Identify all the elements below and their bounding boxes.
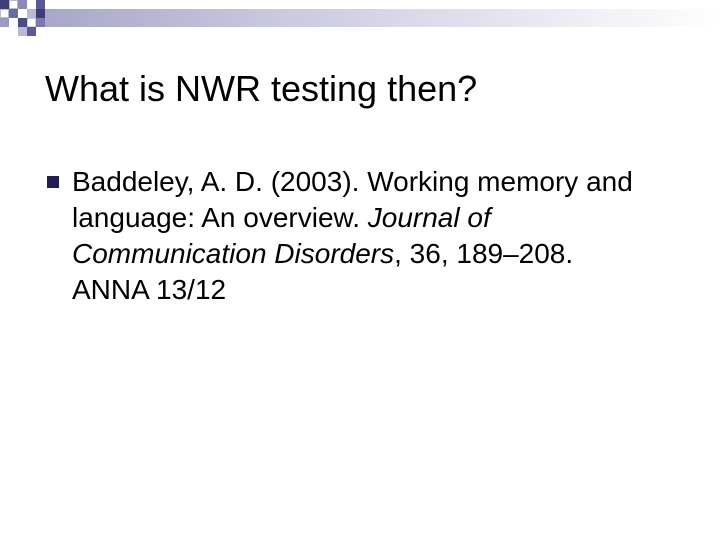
header-gradient-bar	[45, 9, 720, 27]
decorative-header-band	[0, 0, 720, 40]
reference-annotation: ANNA 13/12	[72, 274, 227, 305]
decor-square	[36, 9, 45, 18]
decor-square	[36, 0, 45, 9]
decor-square	[0, 0, 9, 9]
decor-square	[27, 0, 36, 9]
decor-square	[18, 27, 27, 36]
decor-square	[9, 0, 18, 9]
square-bullet-icon	[47, 176, 59, 188]
reference-volume-pages: , 36, 189–208.	[394, 238, 574, 269]
decor-square	[18, 18, 27, 27]
reference-text	[72, 164, 687, 308]
slide-title: What is NWR testing then?	[45, 68, 478, 109]
decor-square	[27, 27, 36, 36]
decor-square	[36, 18, 45, 27]
decor-square	[27, 18, 36, 27]
decor-square	[18, 9, 27, 18]
decor-square	[18, 0, 27, 9]
decor-square	[27, 9, 36, 18]
list-item	[47, 164, 687, 308]
reference-authors-year-title: Baddeley, A. D. (2003). Working memory and language: An overview.	[72, 166, 633, 233]
decor-square	[0, 9, 9, 18]
reference-journal: Journal of Communication Disorders	[72, 202, 491, 269]
bullet-list	[47, 164, 687, 308]
decor-square	[9, 9, 18, 18]
decor-square	[9, 18, 18, 27]
decor-square	[0, 18, 9, 27]
